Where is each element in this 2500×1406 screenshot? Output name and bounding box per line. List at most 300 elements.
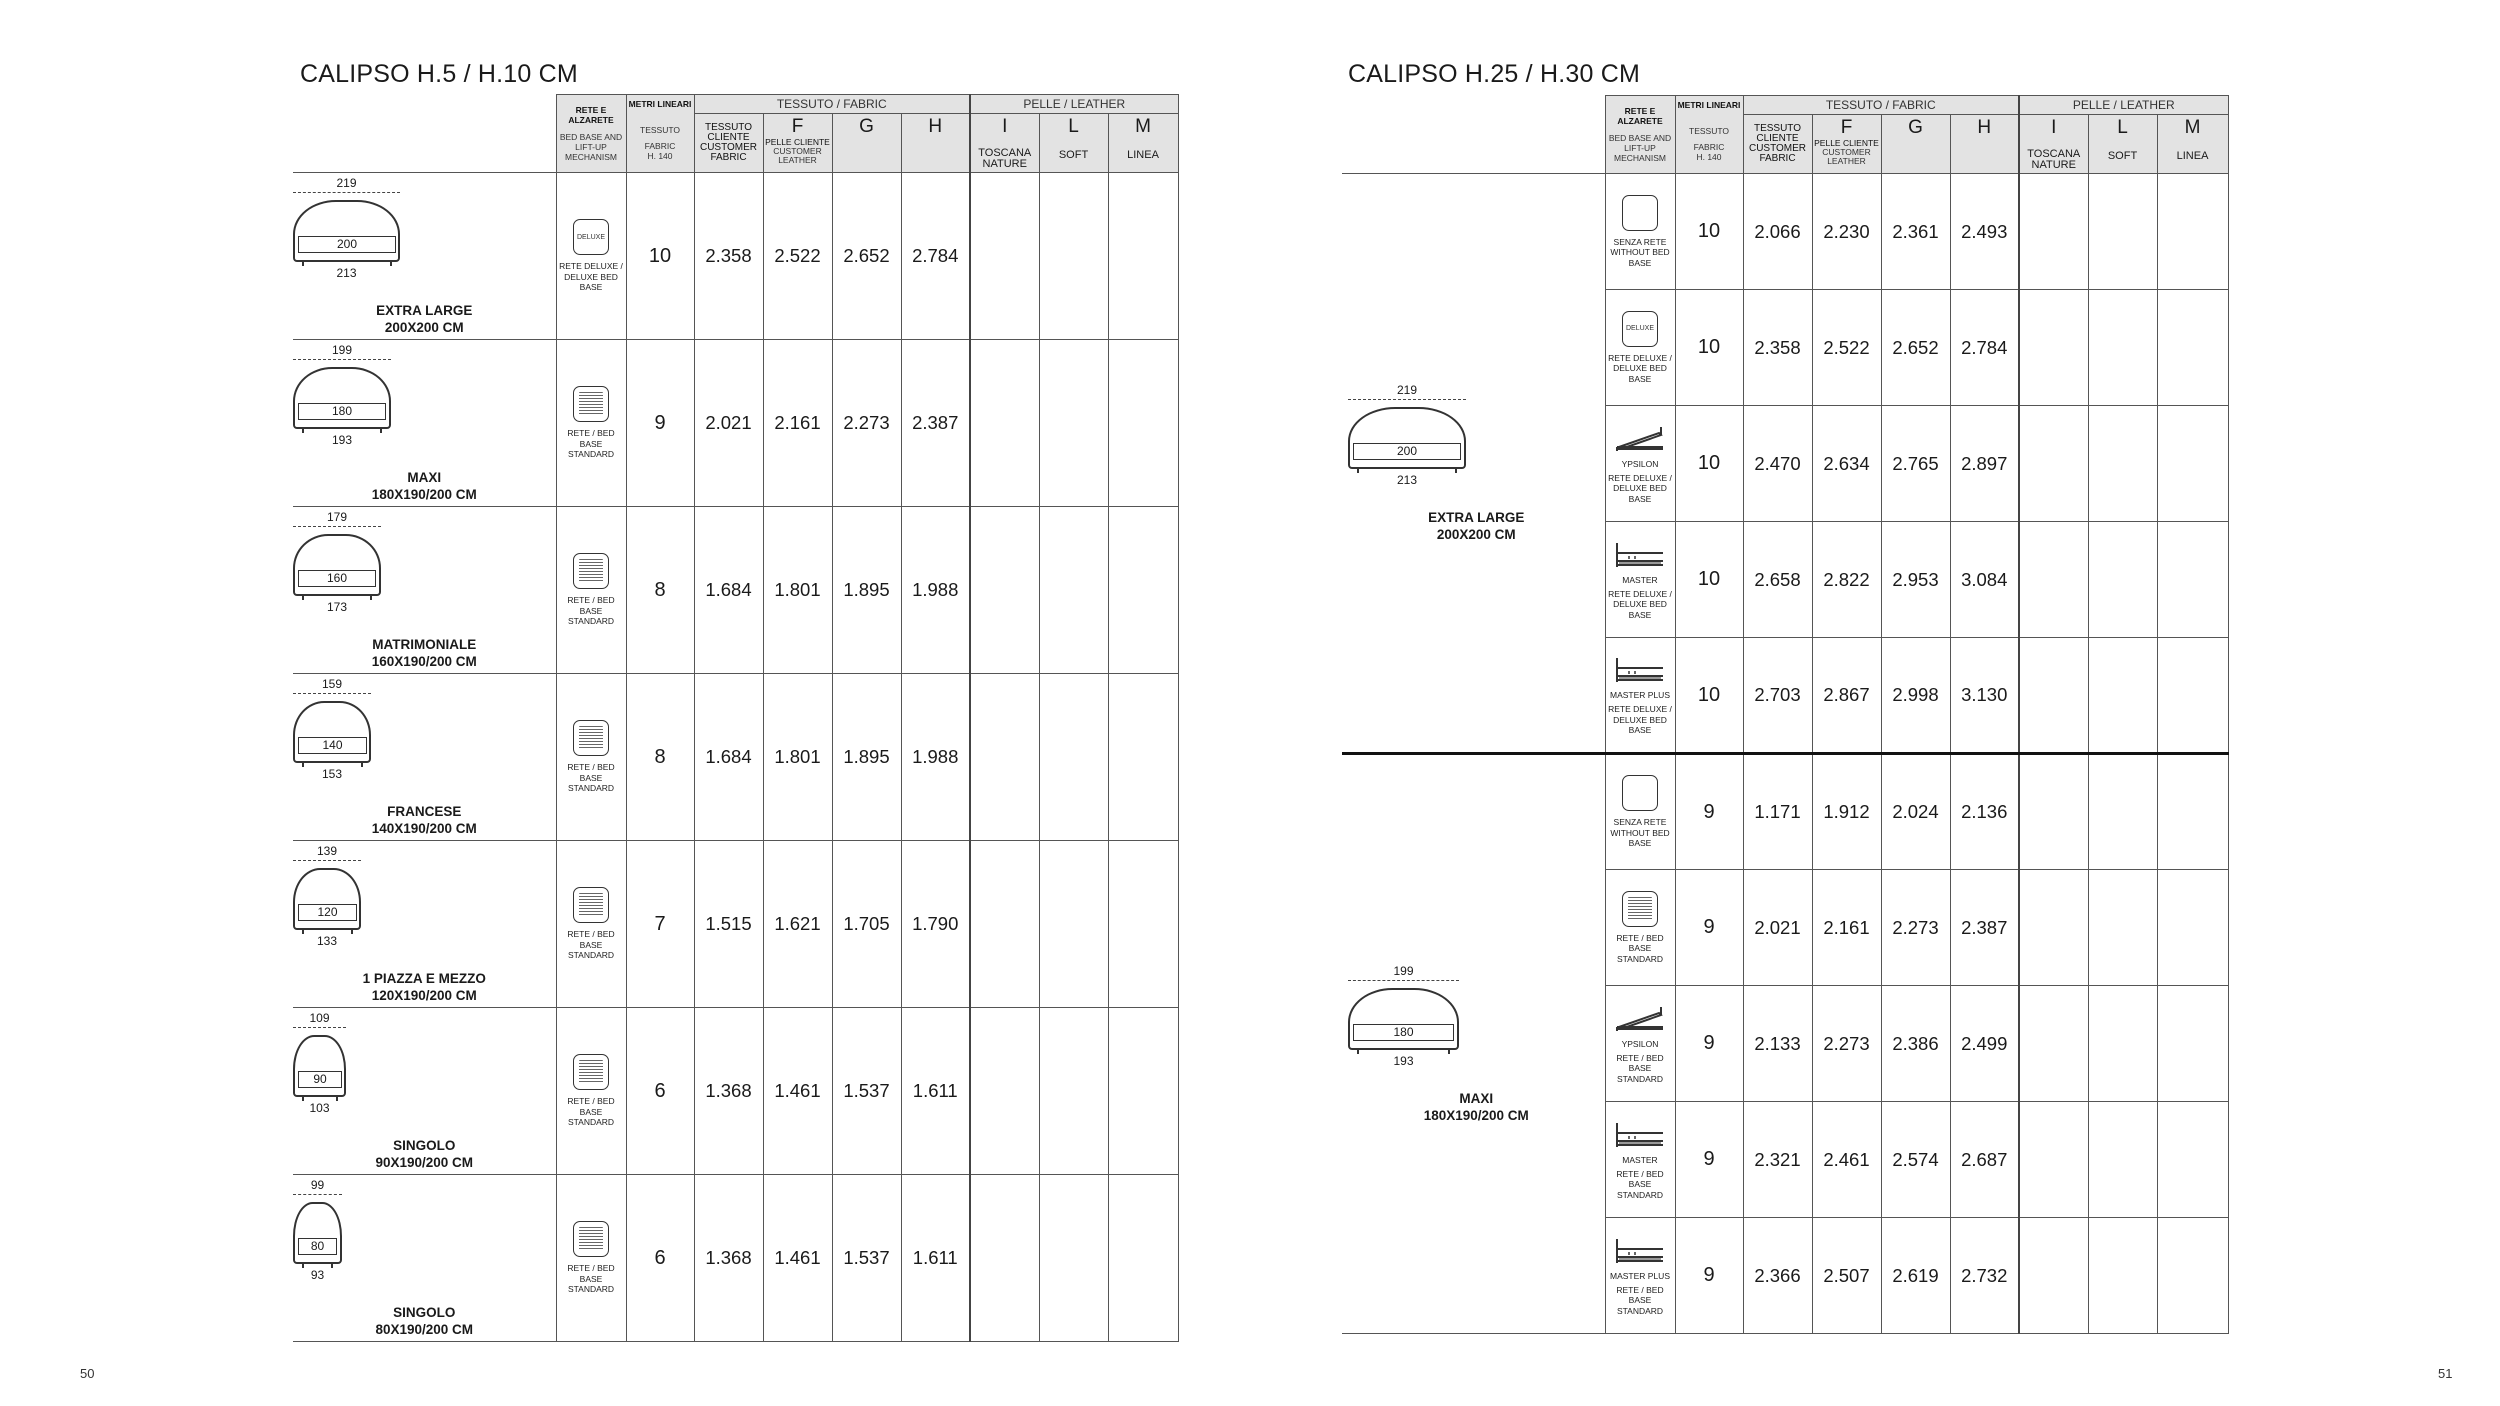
price-g: 2.953 [1881,522,1950,638]
bed-base-cell [1605,986,1675,1102]
price-h: 1.790 [901,841,970,1008]
price-m-empty [2157,1218,2228,1334]
bed-plan-drawing [293,1178,362,1290]
col-h-letter: H [928,116,943,137]
bed-base-type: MASTER [1622,574,1658,585]
bed-base-label: RETE DELUXE / DELUXE BED BASE [559,261,623,293]
metri-lineari-value: 6 [626,1008,694,1175]
dim-line-top [293,1027,346,1028]
price-h: 1.988 [901,507,970,674]
model-size: 120X190/200 CM [371,988,477,1003]
table-row [293,1175,1178,1342]
price-f: 2.822 [1812,522,1881,638]
model-size: 140X190/200 CM [371,821,477,836]
bed-base-cell [556,1008,626,1175]
bed-base-cell [556,507,626,674]
bed-base-type: MASTER [1622,1154,1658,1165]
price-g: 2.998 [1881,638,1950,754]
table-row [293,173,1178,340]
rete-line1: RETE E [575,105,607,115]
dim-line-top [293,1194,342,1195]
left-price-table [293,94,1179,1342]
price-i-empty [970,1008,1039,1175]
metri-line1: METRI LINEARI [1677,100,1741,110]
price-f: 2.161 [763,340,832,507]
bed-base-cell [1605,754,1675,870]
price-h: 3.084 [1950,522,2019,638]
model-block [1342,383,1605,543]
price-h: 1.611 [901,1008,970,1175]
model-name: MAXI [1459,1091,1494,1106]
price-h: 2.897 [1950,406,2019,522]
model-cell [293,674,556,841]
price-m-empty [1108,674,1178,841]
price-i-empty [970,507,1039,674]
metri-sub3: H. 140 [647,151,673,161]
bed-base-label: RETE / BED BASE STANDARD [567,929,615,961]
metri-sub3: H. 140 [1696,152,1722,162]
price-i-empty [970,173,1039,340]
bed-base-cell [1605,174,1675,290]
standard-bed-base-icon [1622,891,1658,927]
table-row [293,841,1178,1008]
left-header-col-h [901,114,970,173]
col-e-line1: TESSUTO [1753,123,1802,134]
price-e: 2.321 [1743,1102,1812,1218]
price-e: 2.358 [694,173,763,340]
dim-line-top [293,359,391,360]
price-m-empty [2157,406,2228,522]
price-h: 3.130 [1950,638,2019,754]
metri-lineari-value: 9 [626,340,694,507]
metri-lineari-value: 9 [1675,1102,1743,1218]
mattress-width: 180 [1353,1024,1454,1041]
price-m-empty [1108,340,1178,507]
dim-width-total: 199 [331,343,353,357]
bed-base-type: MASTER PLUS [1610,1270,1670,1281]
no-bed-base-icon [1622,775,1658,811]
ypsilon-base-icon [1615,423,1665,453]
bed-base-label: RETE DELUXE / DELUXE BED BASE [1608,472,1672,504]
price-g: 2.273 [1881,870,1950,986]
bed-base-label: RETE DELUXE / DELUXE BED BASE [1608,704,1672,736]
mattress-width: 140 [298,737,367,754]
price-e: 2.133 [1743,986,1812,1102]
left-header-col-tessuto-cliente [694,114,763,173]
price-i-empty [970,674,1039,841]
left-header-col-g [832,114,901,173]
right-header-blank [1342,96,1605,174]
dim-width-base: 133 [316,934,338,948]
standard-bed-base-icon [573,386,609,422]
price-g: 2.386 [1881,986,1950,1102]
bed-plan-drawing [293,677,391,789]
model-cell [293,507,556,674]
metri-lineari-value: 6 [626,1175,694,1342]
bed-base-cell [556,674,626,841]
price-e: 2.358 [1743,290,1812,406]
price-l-empty [1039,674,1108,841]
price-i-empty [2019,406,2088,522]
model-name: MATRIMONIALE [372,637,477,652]
price-m-empty [1108,1008,1178,1175]
price-i-empty [2019,1102,2088,1218]
price-h: 2.493 [1950,174,2019,290]
dim-line-top [293,693,371,694]
col-e-line4: FABRIC [1759,153,1796,164]
bed-base-label: RETE / BED BASE STANDARD [567,1096,615,1128]
model-block [1342,964,1605,1124]
bed-base-label: RETE / BED BASE STANDARD [567,595,615,627]
price-m-empty [2157,986,2228,1102]
col-h-letter: H [1977,117,1992,138]
standard-bed-base-icon [573,1221,609,1257]
bed-base-cell [556,173,626,340]
model-size: 80X190/200 CM [375,1322,474,1337]
price-m-empty [2157,1102,2228,1218]
standard-bed-base-icon [573,720,609,756]
rete-sub: BED BASE AND LIFT-UP MECHANISM [1608,133,1672,163]
price-f: 1.621 [763,841,832,1008]
price-m-empty [1108,173,1178,340]
dim-width-base: 173 [326,600,348,614]
left-header-col-f [763,114,832,173]
price-e: 2.366 [1743,1218,1812,1334]
bed-base-cell [556,841,626,1008]
price-e: 2.658 [1743,522,1812,638]
bed-base-label: RETE / BED BASE STANDARD [1616,1284,1664,1316]
right-header-col-g [1881,115,1950,174]
col-e-line2: CLIENTE [1756,133,1799,144]
metri-lineari-value: 9 [1675,870,1743,986]
bed-base-label: RETE / BED BASE STANDARD [567,762,615,794]
price-l-empty [2088,406,2157,522]
price-h: 2.784 [1950,290,2019,406]
dim-width-total: 219 [336,176,357,190]
price-f: 2.634 [1812,406,1881,522]
right-header-col-f [1812,115,1881,174]
price-m-empty [2157,754,2228,870]
price-i-empty [2019,870,2088,986]
price-g: 1.537 [832,1175,901,1342]
bed-base-cell [1605,290,1675,406]
dim-width-total: 219 [1396,383,1418,397]
dim-line-top [293,860,361,861]
model-cell [1342,174,1605,754]
model-cell [293,340,556,507]
price-e: 1.684 [694,674,763,841]
dim-line-top [1348,980,1459,981]
model-cell [293,1175,556,1342]
dim-line-top [293,526,381,527]
price-l-empty [2088,1102,2157,1218]
price-e: 1.684 [694,507,763,674]
left-header-col-l [1039,114,1108,173]
price-f: 2.867 [1812,638,1881,754]
col-m-letter: M [2184,117,2201,138]
price-l-empty [2088,522,2157,638]
price-g: 2.652 [832,173,901,340]
mattress-width: 160 [298,570,376,587]
price-g: 2.574 [1881,1102,1950,1218]
left-header-blank [293,95,556,173]
price-l-empty [2088,1218,2157,1334]
left-page-title: CALIPSO H.5 / H.10 CM [300,60,578,88]
price-l-empty [2088,174,2157,290]
price-g: 1.705 [832,841,901,1008]
right-header-col-l [2088,115,2157,174]
right-price-table [1342,95,2229,1334]
col-l-letter: L [2117,117,2128,138]
right-header-col-m [2157,115,2228,174]
right-header-col-i [2019,115,2088,174]
mattress-width: 90 [298,1071,342,1088]
price-m-empty [1108,507,1178,674]
price-h: 2.387 [1950,870,2019,986]
price-g: 2.765 [1881,406,1950,522]
col-f-line3: LEATHER [778,155,817,165]
bed-plan-drawing [293,176,420,288]
metri-lineari-value: 8 [626,507,694,674]
price-i-empty [2019,290,2088,406]
price-e: 2.021 [1743,870,1812,986]
bed-base-label: RETE / BED BASE STANDARD [567,428,615,460]
metri-sub2: FABRIC [1693,142,1725,152]
price-e: 1.171 [1743,754,1812,870]
model-name: FRANCESE [387,804,462,819]
left-header-pelle-group: PELLE / LEATHER [970,95,1178,114]
table-row [1342,174,2228,290]
rete-line2: ALZARETE [568,115,614,125]
master-base-icon [1615,539,1665,569]
bed-base-type: YPSILON [1621,458,1659,469]
dim-width-total: 199 [1393,964,1414,978]
price-f: 1.801 [763,674,832,841]
right-header-col-tessuto-cliente [1743,115,1812,174]
col-l-letter: L [1068,116,1079,137]
bed-base-label: RETE / BED BASE STANDARD [1616,932,1664,964]
model-size: 180X190/200 CM [1423,1108,1529,1123]
dim-line-top [1348,399,1466,400]
left-header-rete [556,95,626,173]
dim-width-total: 109 [309,1011,330,1025]
price-g: 1.895 [832,507,901,674]
bed-base-cell [1605,406,1675,522]
model-cell [293,173,556,340]
price-f: 1.912 [1812,754,1881,870]
dim-width-base: 103 [309,1101,330,1115]
price-f: 2.507 [1812,1218,1881,1334]
price-h: 2.136 [1950,754,2019,870]
model-cell [293,1008,556,1175]
price-f: 2.522 [1812,290,1881,406]
price-m-empty [2157,638,2228,754]
price-i-empty [2019,522,2088,638]
price-h: 2.784 [901,173,970,340]
price-g: 2.361 [1881,174,1950,290]
rete-line2: ALZARETE [1617,116,1663,126]
price-l-empty [1039,340,1108,507]
metri-sub2: FABRIC [644,141,676,151]
dim-width-base: 153 [321,767,343,781]
col-i-line2: NATURE [2031,159,2076,171]
col-e-line3: CUSTOMER [699,142,758,153]
bed-base-label: RETE / BED BASE STANDARD [567,1263,615,1295]
price-f: 1.461 [763,1175,832,1342]
price-e: 1.368 [694,1008,763,1175]
col-i-letter: I [1002,116,1008,137]
price-i-empty [970,340,1039,507]
master-base-icon [1615,1119,1665,1149]
price-m-empty [2157,522,2228,638]
model-name: EXTRA LARGE [1428,510,1525,525]
price-m-empty [2157,870,2228,986]
price-f: 1.801 [763,507,832,674]
model-cell [293,841,556,1008]
col-m-line1: LINEA [1127,149,1159,161]
price-m-empty [1108,1175,1178,1342]
price-l-empty [1039,841,1108,1008]
right-header-pelle-group: PELLE / LEATHER [2019,96,2228,115]
table-row [293,507,1178,674]
price-m-empty [2157,290,2228,406]
col-i-line1: TOSCANA [2027,148,2081,160]
left-header-col-i [970,114,1039,173]
price-f: 2.522 [763,173,832,340]
mattress-width: 200 [1353,443,1461,460]
price-h: 2.499 [1950,986,2019,1102]
table-row [293,1008,1178,1175]
col-e-line4: FABRIC [710,152,747,163]
metri-lineari-value: 10 [1675,522,1743,638]
price-i-empty [2019,174,2088,290]
bed-base-cell [1605,1218,1675,1334]
col-i-letter: I [2051,117,2057,138]
price-l-empty [2088,870,2157,986]
metri-sub1: TESSUTO [640,125,680,135]
price-h: 1.611 [901,1175,970,1342]
right-header-col-h [1950,115,2019,174]
dim-line-top [293,192,400,193]
left-header-metri [626,95,694,173]
price-l-empty [2088,638,2157,754]
bed-base-cell [1605,522,1675,638]
col-m-letter: M [1135,116,1151,137]
model-name: SINGOLO [393,1305,456,1320]
mattress-width: 180 [298,403,386,420]
price-i-empty [2019,754,2088,870]
price-f: 1.461 [763,1008,832,1175]
right-header-rete [1605,96,1675,174]
price-h: 2.732 [1950,1218,2019,1334]
table-row [293,674,1178,841]
price-e: 2.066 [1743,174,1812,290]
mattress-width: 200 [298,236,396,253]
dim-width-base: 213 [336,266,357,280]
price-l-empty [2088,754,2157,870]
rete-line1: RETE E [1624,106,1656,116]
bed-base-cell [1605,638,1675,754]
mattress-width: 80 [298,1238,337,1255]
price-g: 2.024 [1881,754,1950,870]
bed-base-cell [1605,870,1675,986]
col-g-letter: G [859,116,874,137]
metri-lineari-value: 7 [626,841,694,1008]
model-name: EXTRA LARGE [376,303,473,318]
metri-lineari-value: 10 [1675,406,1743,522]
no-bed-base-icon [1622,195,1658,231]
left-header-tessuto-group: TESSUTO / FABRIC [694,95,970,114]
price-g: 1.895 [832,674,901,841]
dim-width-base: 93 [310,1268,325,1282]
bed-plan-drawing [293,343,411,455]
price-l-empty [2088,986,2157,1102]
metri-sub1: TESSUTO [1689,126,1729,136]
col-f-line2: CUSTOMER [773,146,822,156]
price-i-empty [970,841,1039,1008]
bed-plan-drawing [1348,964,1479,1076]
bed-base-type: YPSILON [1621,1038,1659,1049]
col-f-line1: PELLE CLIENTE [1814,138,1879,148]
bed-plan-drawing [293,844,381,956]
price-e: 2.470 [1743,406,1812,522]
bed-base-cell [556,1175,626,1342]
right-header-tessuto-group: TESSUTO / FABRIC [1743,96,2019,115]
dim-width-total: 159 [321,677,343,691]
col-f-letter: F [1840,117,1853,138]
col-m-line1: LINEA [2176,150,2209,162]
dim-width-total: 179 [326,510,348,524]
metri-lineari-value: 10 [626,173,694,340]
model-size: 180X190/200 CM [371,487,477,502]
bed-plan-drawing [293,1011,366,1123]
col-f-line1: PELLE CLIENTE [765,137,830,147]
left-header-col-m [1108,114,1178,173]
price-h: 2.387 [901,340,970,507]
bed-base-label: RETE DELUXE / DELUXE BED BASE [1608,352,1672,384]
metri-lineari-value: 9 [1675,986,1743,1102]
price-e: 2.021 [694,340,763,507]
metri-lineari-value: 9 [1675,1218,1743,1334]
bed-base-cell [1605,1102,1675,1218]
price-e: 1.368 [694,1175,763,1342]
master-plus-base-icon [1615,654,1665,684]
master-plus-base-icon [1615,1235,1665,1265]
col-f-letter: F [791,116,804,137]
bed-base-label: RETE / BED BASE STANDARD [1616,1168,1664,1200]
bed-base-label: SENZA RETE WITHOUT BED BASE [1610,236,1670,268]
mattress-width: 120 [298,904,357,921]
standard-bed-base-icon [573,1054,609,1090]
model-name: 1 PIAZZA E MEZZO [362,971,486,986]
col-i-line1: TOSCANA [978,147,1032,159]
right-page-number: 51 [2438,1366,2453,1381]
right-page-title: CALIPSO H.25 / H.30 CM [1348,60,1640,88]
price-l-empty [1039,173,1108,340]
dim-width-base: 193 [331,433,353,447]
price-l-empty [2088,290,2157,406]
left-page-number: 50 [80,1366,95,1381]
price-g: 1.537 [832,1008,901,1175]
price-l-empty [1039,1175,1108,1342]
bed-plan-drawing [293,510,401,622]
metri-line1: METRI LINEARI [628,99,692,109]
price-i-empty [2019,986,2088,1102]
price-f: 2.230 [1812,174,1881,290]
metri-lineari-value: 10 [1675,174,1743,290]
deluxe-bed-base-icon: DELUXE [1622,311,1658,347]
price-m-empty [2157,174,2228,290]
